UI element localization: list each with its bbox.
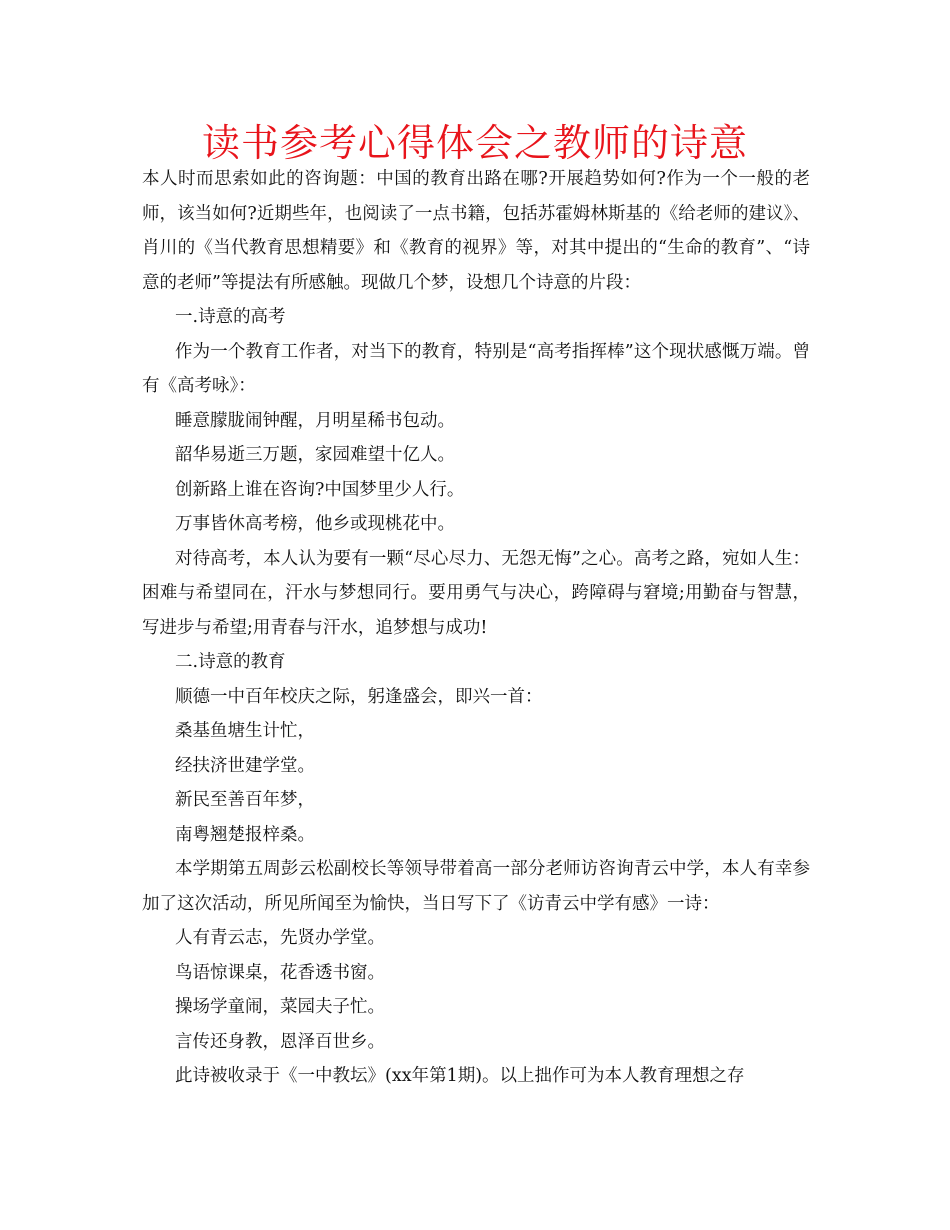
paragraph: 此诗被收录于《一中教坛》(xx年第1期)。以上拙作可为本人教育理想之存: [175, 1066, 745, 1086]
paragraph: 韶华易逝三万题，家园难望十亿人。: [175, 445, 455, 465]
paragraph: 顺德一中百年校庆之际，躬逢盛会，即兴一首：: [175, 686, 543, 707]
document-title: 读书参考心得体会之教师的诗意: [201, 121, 748, 165]
paragraph: 人有青云志，先贤办学堂。: [175, 928, 385, 948]
paragraph: 一.诗意的高考: [175, 307, 286, 327]
paragraph: 二.诗意的教育: [175, 652, 286, 672]
paragraph: 操场学童闹，菜园夫子忙。: [175, 997, 385, 1017]
paragraph: 作为一个教育工作者，对当下的教育，特别是“高考指挥棒”这个现状感慨万端。曾有《高考咏》：: [142, 341, 810, 396]
paragraph: 睡意朦胧闹钟醒，月明星稀书包动。: [175, 410, 455, 431]
paragraph: 言传还身教，恩泽百世乡。: [175, 1031, 385, 1052]
paragraph: 万事皆休高考榜，他乡或现桃花中。: [175, 514, 455, 534]
paragraph: 经扶济世建学堂。: [175, 755, 315, 776]
paragraph: 对待高考，本人认为要有一颗“尽心尽力、无怨无悔”之心。高考之路，宛如人生：困难与希望同在，汗水与梦想同行。要用勇气与决心，跨障碍与窘境;用勤奋与智慧，写进步与希望;用青春与汗水，追梦想与成功!: [142, 548, 810, 638]
paragraph: 本人时而思索如此的咨询题：中国的教育出路在哪?开展趋势如何?作为一个一般的老师，该当如何?近期些年，也阅读了一点书籍，包括苏霍姆林斯基的《给老师的建议》、肖川的《当代教育思想精要》和《教育的视界》等，对其中提出的“生命的教育”、“诗意的老师”等提法有所感触。现做几个梦，设想几个诗意的片段：: [142, 169, 810, 293]
paragraph: 新民至善百年梦，: [175, 790, 315, 810]
paragraph: 南粤翘楚报梓桑。: [175, 824, 315, 845]
paragraph: 桑基鱼塘生计忙，: [175, 721, 315, 741]
document-body: [142, 162, 810, 1094]
paragraph: 鸟语惊课桌，花香透书窗。: [175, 962, 385, 983]
paragraph: 本学期第五周彭云松副校长等领导带着高一部分老师访咨询青云中学，本人有幸参加了这次活动，所见所闻至为愉快，当日写下了《访青云中学有感》一诗：: [142, 859, 810, 914]
paragraph: 创新路上谁在咨询?中国梦里少人行。: [175, 479, 465, 500]
